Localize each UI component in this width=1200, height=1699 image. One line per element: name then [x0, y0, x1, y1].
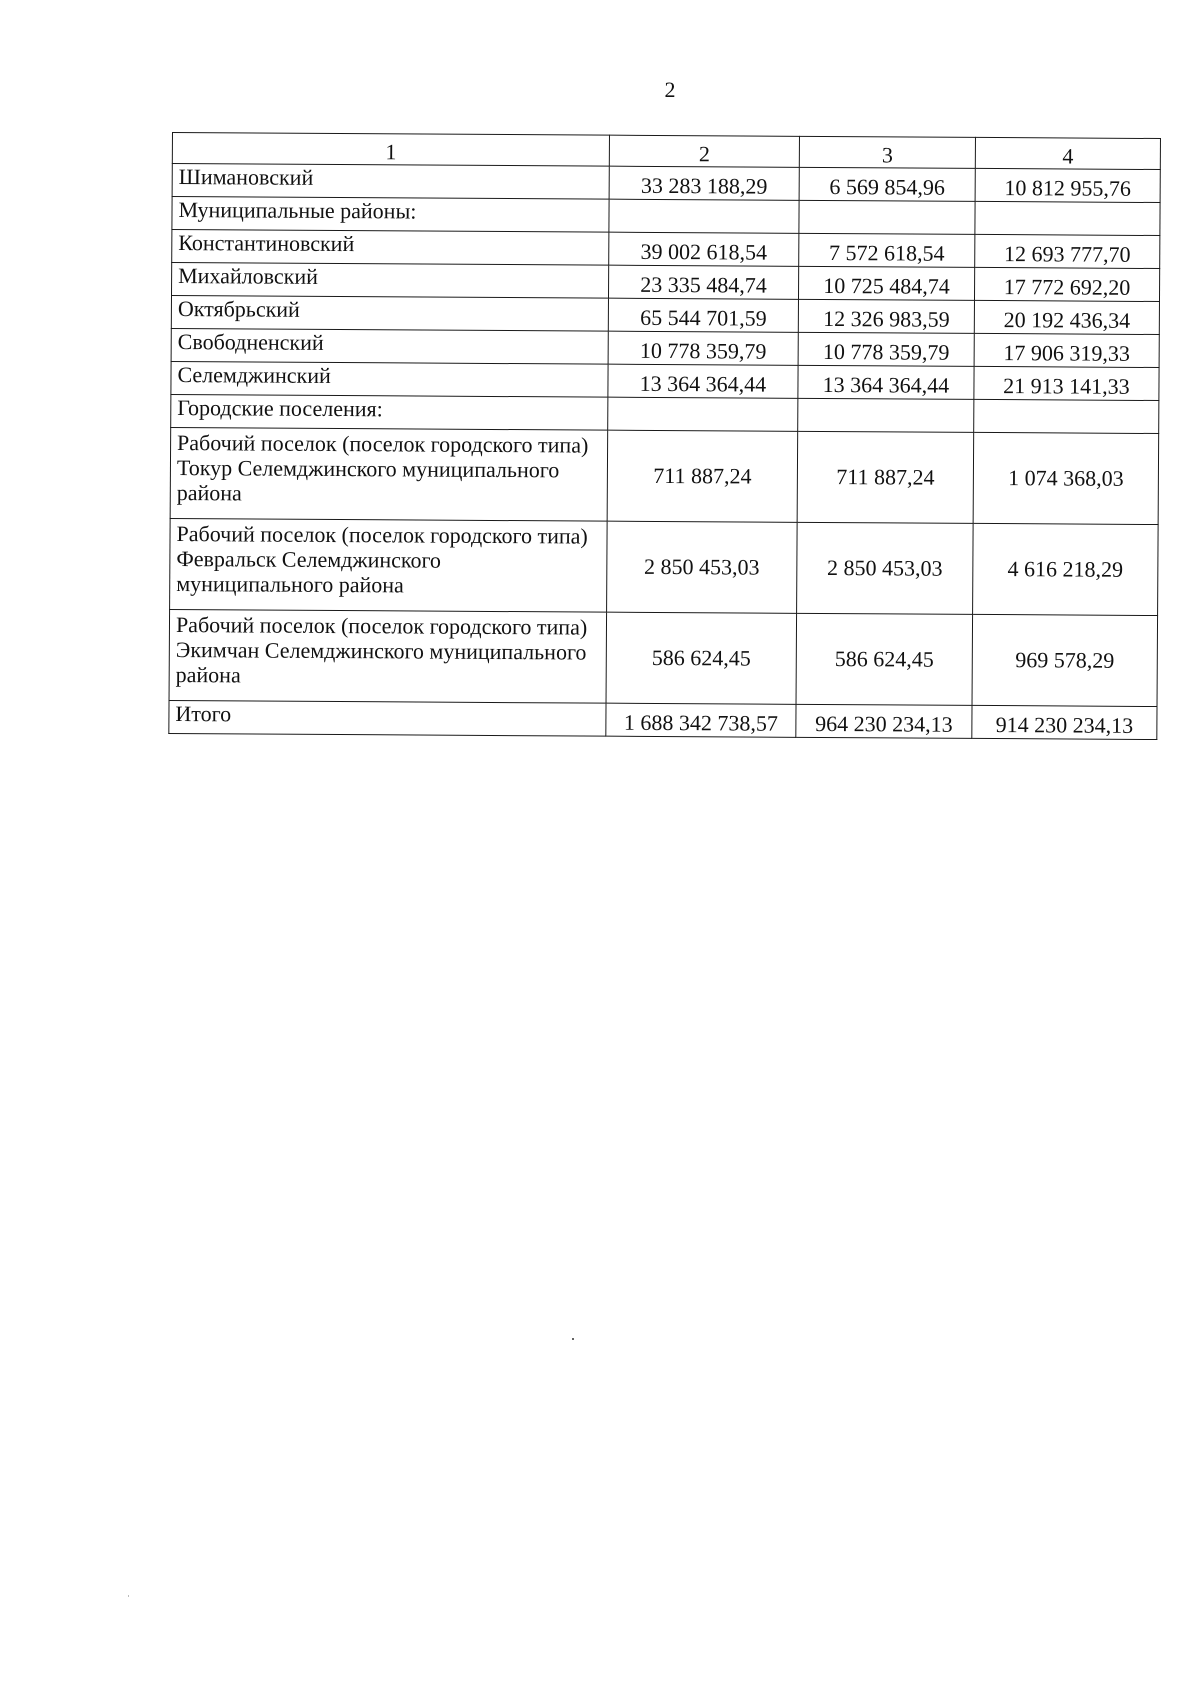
row-name: Константиновский	[172, 230, 609, 266]
scan-speck	[572, 1338, 574, 1340]
cell-col-4: 10 812 955,76	[975, 168, 1160, 202]
cell-col-3: 2 850 453,03	[797, 522, 974, 614]
row-name: Шимановский	[172, 164, 609, 200]
cell-col-2: 39 002 618,54	[609, 232, 799, 266]
cell-col-4	[975, 201, 1160, 235]
total-col-3: 964 230 234,13	[796, 704, 972, 738]
cell-col-4: 4 616 218,29	[973, 523, 1159, 615]
cell-col-2: 23 335 484,74	[608, 265, 798, 299]
cell-col-4: 17 772 692,20	[974, 267, 1159, 301]
cell-col-3: 10 778 359,79	[798, 332, 974, 366]
column-header-1: 1	[172, 133, 609, 167]
row-name: Рабочий поселок (поселок городского типа) Токур Селемджинского муниципального района	[170, 427, 608, 521]
total-row	[169, 700, 1157, 739]
total-col-2: 1 688 342 738,57	[606, 703, 796, 737]
total-label: Итого	[169, 700, 606, 736]
cell-col-4: 969 578,29	[972, 614, 1158, 706]
cell-col-3: 711 887,24	[797, 431, 974, 523]
cell-col-2: 586 624,45	[606, 612, 797, 704]
cell-col-4: 21 913 141,33	[974, 366, 1159, 400]
total-col-4: 914 230 234,13	[972, 705, 1157, 739]
row-name: Октябрьский	[171, 296, 608, 332]
cell-col-2: 711 887,24	[607, 430, 798, 522]
cell-col-4: 1 074 368,03	[973, 432, 1159, 524]
cell-col-4: 12 693 777,70	[975, 234, 1160, 268]
page-number: 2	[664, 77, 676, 102]
section-label: Городские поселения:	[171, 394, 608, 430]
cell-col-2: 2 850 453,03	[607, 521, 798, 613]
cell-col-3: 6 569 854,96	[799, 167, 975, 201]
cell-col-3	[798, 398, 974, 432]
row-name: Михайловский	[172, 263, 609, 299]
cell-col-2: 13 364 364,44	[608, 364, 798, 398]
allocation-table	[168, 132, 1161, 740]
cell-col-3: 12 326 983,59	[798, 299, 974, 333]
column-header-2: 2	[609, 135, 799, 167]
column-header-3: 3	[799, 136, 975, 168]
column-header-4: 4	[975, 137, 1160, 169]
table-row	[169, 609, 1158, 706]
cell-col-4: 17 906 319,33	[974, 333, 1159, 367]
row-name: Селемджинский	[171, 361, 608, 397]
cell-col-4	[974, 399, 1159, 433]
row-name: Свободненский	[171, 328, 608, 364]
cell-col-3: 10 725 484,74	[798, 266, 974, 300]
cell-col-2	[609, 199, 799, 233]
cell-col-3: 13 364 364,44	[798, 365, 974, 399]
cell-col-2: 65 544 701,59	[608, 298, 798, 332]
cell-col-3: 7 572 618,54	[799, 233, 975, 267]
cell-col-2	[608, 397, 798, 431]
cell-col-3: 586 624,45	[796, 613, 973, 705]
cell-col-3	[799, 200, 975, 234]
row-name: Рабочий поселок (поселок городского типа) Февральск Селемджинского муниципального района	[170, 518, 608, 612]
row-name: Рабочий поселок (поселок городского типа) Экимчан Селемджинского муниципального района	[169, 609, 607, 703]
section-label: Муниципальные районы:	[172, 197, 609, 233]
cell-col-2: 10 778 359,79	[608, 331, 798, 365]
table-row	[170, 518, 1159, 615]
cell-col-4: 20 192 436,34	[974, 300, 1159, 334]
table-row	[170, 427, 1159, 524]
cell-col-2: 33 283 188,29	[609, 166, 799, 200]
scan-speck	[128, 1595, 129, 1597]
